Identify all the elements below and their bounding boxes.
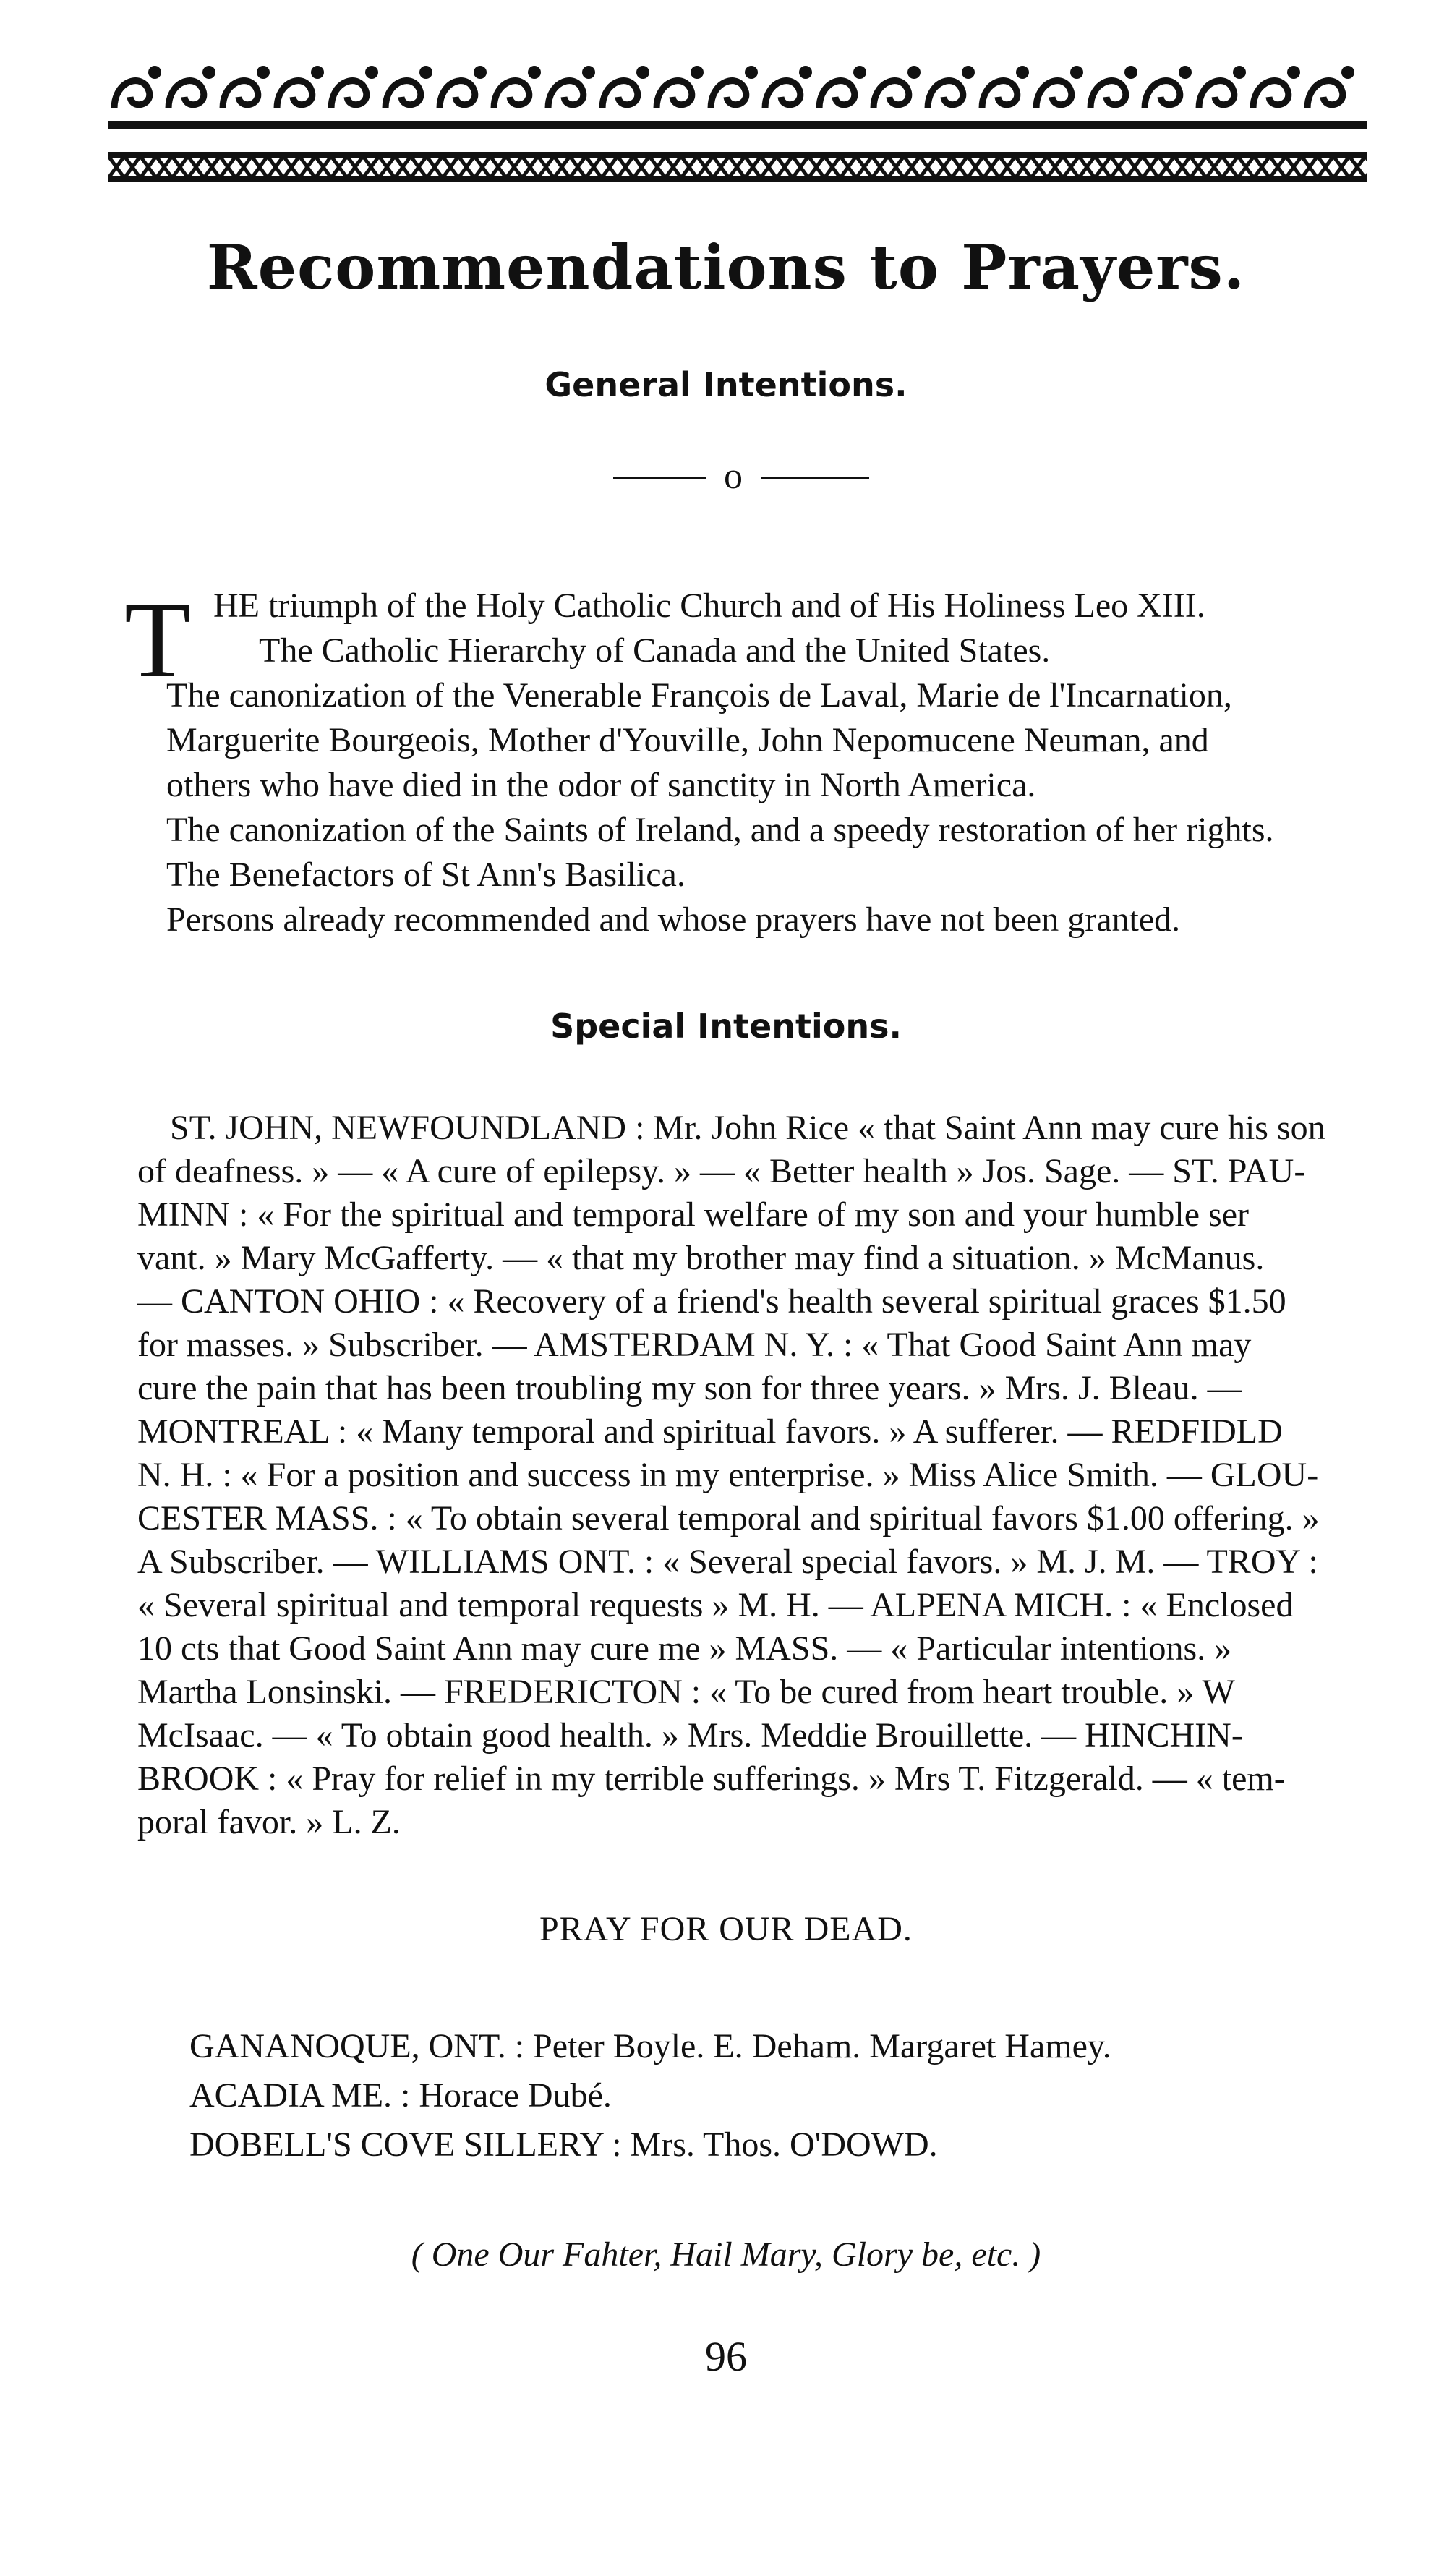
special-intention-line: cure the pain that has been troubling my son for three years. » Mrs. J. Bleau. — <box>137 1369 1242 1407</box>
special-intention-line: of deafness. » — « A cure of epilepsy. » — « Better health » Jos. Sage. — ST. PAU- <box>137 1152 1306 1190</box>
special-intention-line: « Several spiritual and temporal requests » M. H. — ALPENA MICH. : « Enclosed <box>137 1586 1294 1624</box>
special-intention-line: Martha Lonsinski. — FREDERICTON : « To be cured from heart trouble. » W <box>137 1673 1235 1711</box>
special-intention-line: N. H. : « For a position and success in my enterprise. » Miss Alice Smith. — GLOU- <box>137 1456 1319 1494</box>
general-intention-line: Persons already recommended and whose prayers have not been granted. <box>166 900 1181 939</box>
dead-list-line: DOBELL'S COVE SILLERY : Mrs. Thos. O'DOWD. <box>189 2125 938 2164</box>
special-intention-line: for masses. » Subscriber. — AMSTERDAM N. Y. : « That Good Saint Ann may <box>137 1326 1252 1364</box>
page-title: Recommendations to Prayers. <box>206 231 1246 303</box>
dead-list-line: GANANOQUE, ONT. : Peter Boyle. E. Deham. Margaret Hamey. <box>189 2027 1111 2065</box>
general-intention-line: HE triumph of the Holy Catholic Church and of His Holiness Leo XIII. <box>213 587 1205 625</box>
separator-line-right <box>761 477 869 479</box>
ornamental-header-border <box>108 43 1367 188</box>
general-intention-line: The canonization of the Venerable François de Laval, Marie de l'Incarnation, <box>166 676 1232 715</box>
drop-cap: T <box>124 580 191 700</box>
pray-for-dead-heading: PRAY FOR OUR DEAD. <box>539 1910 913 1948</box>
special-intention-line: — CANTON OHIO : « Recovery of a friend's health several spiritual graces $1.50 <box>137 1282 1286 1321</box>
general-intentions-heading: General Intentions. <box>544 365 908 404</box>
general-intention-line: others who have died in the odor of sanctity in North America. <box>166 766 1036 804</box>
special-intention-line: MINN : « For the spiritual and temporal welfare of my son and your humble ser <box>137 1195 1249 1234</box>
general-intention-line: The Catholic Hierarchy of Canada and the United States. <box>259 631 1051 670</box>
special-intention-line: A Subscriber. — WILLIAMS ONT. : « Several special favors. » M. J. M. — TROY : <box>137 1543 1318 1581</box>
special-intention-line: ST. JOHN, NEWFOUNDLAND : Mr. John Rice « that Saint Ann may cure his son <box>170 1109 1325 1147</box>
closing-prayer-note: ( One Our Fahter, Hail Mary, Glory be, etc. ) <box>411 2235 1041 2274</box>
page-number: 96 <box>705 2333 747 2380</box>
special-intentions-heading: Special Intentions. <box>550 1007 902 1046</box>
general-intention-line: The canonization of the Saints of Ireland, and a speedy restoration of her rights. <box>166 811 1274 849</box>
special-intention-line: vant. » Mary McGafferty. — « that my brother may find a situation. » McManus. <box>137 1239 1265 1277</box>
special-intention-line: BROOK : « Pray for relief in my terrible sufferings. » Mrs T. Fitzgerald. — « tem- <box>137 1760 1286 1798</box>
special-intention-line: MONTREAL : « Many temporal and spiritual favors. » A sufferer. — REDFIDLD <box>137 1412 1283 1451</box>
special-intention-line: McIsaac. — « To obtain good health. » Mrs. Meddie Brouillette. — HINCHIN- <box>137 1716 1243 1754</box>
special-intention-line: 10 cts that Good Saint Ann may cure me » MASS. — « Particular intentions. » <box>137 1629 1232 1668</box>
separator-circle: o <box>724 456 743 497</box>
section-separator <box>0 452 1452 495</box>
special-intention-line: poral favor. » L. Z. <box>137 1803 401 1841</box>
special-intention-line: CESTER MASS. : « To obtain several temporal and spiritual favors $1.00 offering. » <box>137 1499 1320 1538</box>
general-intention-line: Marguerite Bourgeois, Mother d'Youville, John Nepomucene Neuman, and <box>166 721 1209 759</box>
general-intention-line: The Benefactors of St Ann's Basilica. <box>166 856 686 894</box>
dead-list-line: ACADIA ME. : Horace Dubé. <box>189 2076 612 2115</box>
separator-line-left <box>613 477 706 479</box>
